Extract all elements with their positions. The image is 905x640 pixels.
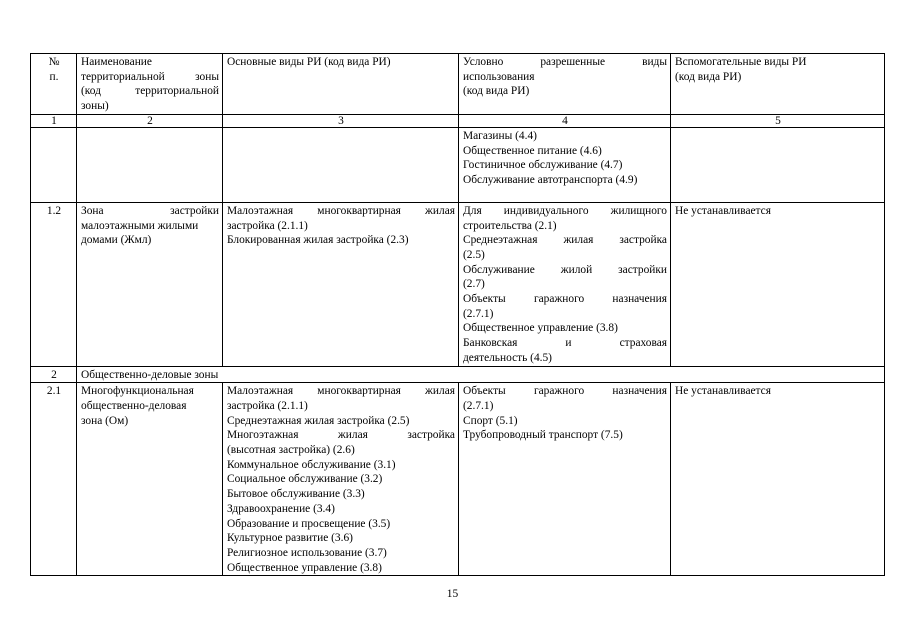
continued-row (31, 127, 885, 202)
header-auxiliary-uses: Вспомогательные виды РИ (код вида РИ) (671, 54, 885, 115)
table-cell (31, 127, 77, 202)
conditional-uses: Для индивидуального жилищного строительства (2.1) Среднеэтажная жилая застройка (2.5) Обслуживание жилой застройки (2.7) Объекты гаражного назначения (2.7.1) Общественное управление (3.8) Банковская и страховая деятельность (4.5) (459, 202, 671, 366)
column-number: 2 (77, 114, 223, 127)
column-number: 3 (223, 114, 459, 127)
main-uses: Малоэтажная многоквартирная жилая застройка (2.1.1) Среднеэтажная жилая застройка (2.5) Многоэтажная жилая застройка (высотная застройка) (2.6) Коммунальное обслуживание (3.1) Социальное обслуживание (3.2) Бытовое обслуживание (3.3) Здравоохранение (3.4) Образование и просвещение (3.5) Культурное развитие (3.6) Религиозное использование (3.7) Общественное управление (3.8) (223, 383, 459, 576)
table-row (31, 383, 885, 576)
column-number: 5 (671, 114, 885, 127)
section-row (31, 366, 885, 383)
table-row (31, 202, 885, 366)
header-main-uses: Основные виды РИ (код вида РИ) (223, 54, 459, 115)
header-conditional-uses: Условно разрешенные виды использования (код вида РИ) (459, 54, 671, 115)
zone-name: Многофункциональная общественно-деловая зона (Ом) (77, 383, 223, 576)
main-uses: Малоэтажная многоквартирная жилая застройка (2.1.1) Блокированная жилая застройка (2.3) (223, 202, 459, 366)
auxiliary-uses: Не устанавливается (671, 202, 885, 366)
table-cell (77, 127, 223, 202)
row-number: 2.1 (31, 383, 77, 576)
header-number: № п. (31, 54, 77, 115)
column-numbers-row (31, 114, 885, 127)
table-header-row (31, 54, 885, 115)
column-number: 4 (459, 114, 671, 127)
zone-name: Зона застройки малоэтажными жилыми домами (Жмл) (77, 202, 223, 366)
conditional-uses: Объекты гаражного назначения (2.7.1) Спорт (5.1) Трубопроводный транспорт (7.5) (459, 383, 671, 576)
column-number: 1 (31, 114, 77, 127)
section-number: 2 (31, 366, 77, 383)
land-use-table (30, 53, 885, 576)
section-title: Общественно-деловые зоны (77, 366, 885, 383)
header-zone-name: Наименование территориальной зоны (код территориальной зоны) (77, 54, 223, 115)
table-cell (671, 127, 885, 202)
page-number: 15 (446, 588, 459, 600)
row-number: 1.2 (31, 202, 77, 366)
table-cell (223, 127, 459, 202)
continued-conditional-uses: Магазины (4.4) Общественное питание (4.6) Гостиничное обслуживание (4.7) Обслуживание автотранспорта (4.9) (459, 127, 671, 202)
auxiliary-uses: Не устанавливается (671, 383, 885, 576)
